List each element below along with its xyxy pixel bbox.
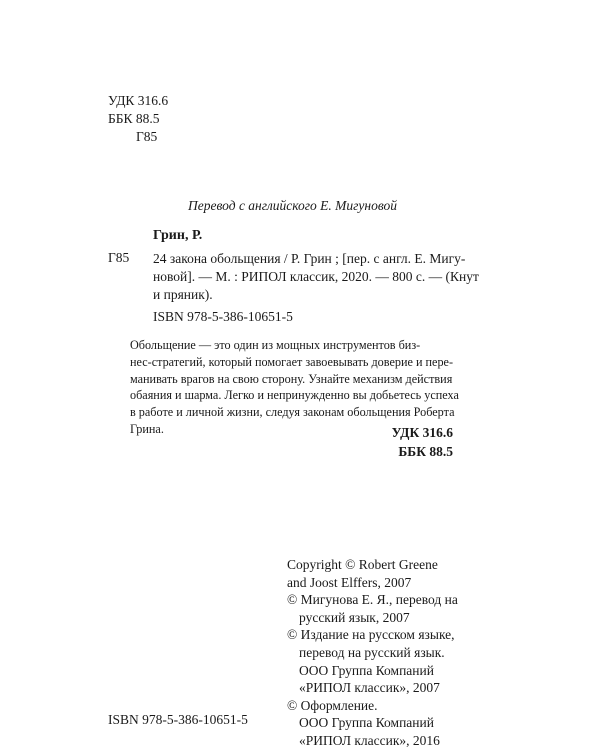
record-author: Грин, Р.	[153, 228, 203, 243]
copyright-block	[287, 556, 458, 750]
biblio-line: и пряник).	[153, 287, 213, 302]
annotation-line: Обольщение — это один из мощных инструментов биз-	[130, 338, 421, 352]
author-sign: Г85	[136, 129, 158, 144]
copyright-line: Copyright © Robert Greene	[287, 557, 438, 572]
copyright-line: © Издание на русском языке,	[287, 627, 455, 643]
copyright-line: ООО Группа Компаний	[299, 662, 434, 678]
udk-code: УДК 316.6	[108, 93, 169, 108]
bbk-code-right: ББК 88.5	[398, 444, 453, 459]
translator-note: Перевод с английского Е. Мигуновой	[188, 198, 398, 213]
copyright-line: © Мигунова Е. Я., перевод на	[287, 592, 458, 608]
classification-block	[108, 92, 168, 146]
annotation-line: обаяния и шарма. Легко и непринужденно вы добьетесь успеха	[130, 388, 459, 403]
annotation-line: нес-стратегий, который помогает завоевывать доверие и пере-	[130, 354, 454, 369]
copyright-line: and Joost Elffers, 2007	[287, 574, 412, 590]
classification-codes-right	[392, 423, 453, 461]
bibliographic-description	[153, 250, 479, 304]
copyright-line: © Оформление.	[287, 697, 378, 713]
copyright-line: «РИПОЛ классик», 2007	[299, 680, 440, 696]
annotation-line: в работе и личной жизни, следуя законам обольщения Роберта	[130, 405, 455, 420]
copyright-line: «РИПОЛ классик», 2016	[299, 732, 440, 748]
biblio-line: 24 закона обольщения / Р. Грин ; [пер. с англ. Е. Мигу-	[153, 251, 466, 266]
biblio-line: новой]. — М. : РИПОЛ классик, 2020. — 800 с. — (Кнут	[153, 269, 479, 284]
copyright-line: перевод на русский язык.	[299, 644, 445, 660]
annotation-line: манивать врагов на свою сторону. Узнайте механизм действия	[130, 371, 453, 386]
isbn-bottom: ISBN 978-5-386-10651-5	[108, 712, 248, 727]
bbk-code: ББК 88.5	[108, 111, 160, 126]
record-isbn: ISBN 978-5-386-10651-5	[153, 309, 293, 324]
annotation-line: Грина.	[130, 421, 164, 436]
record-author-sign: Г85	[108, 250, 130, 265]
copyright-line: ООО Группа Компаний	[299, 715, 434, 731]
copyright-line: русский язык, 2007	[299, 609, 410, 625]
udk-code-right: УДК 316.6	[391, 425, 453, 440]
